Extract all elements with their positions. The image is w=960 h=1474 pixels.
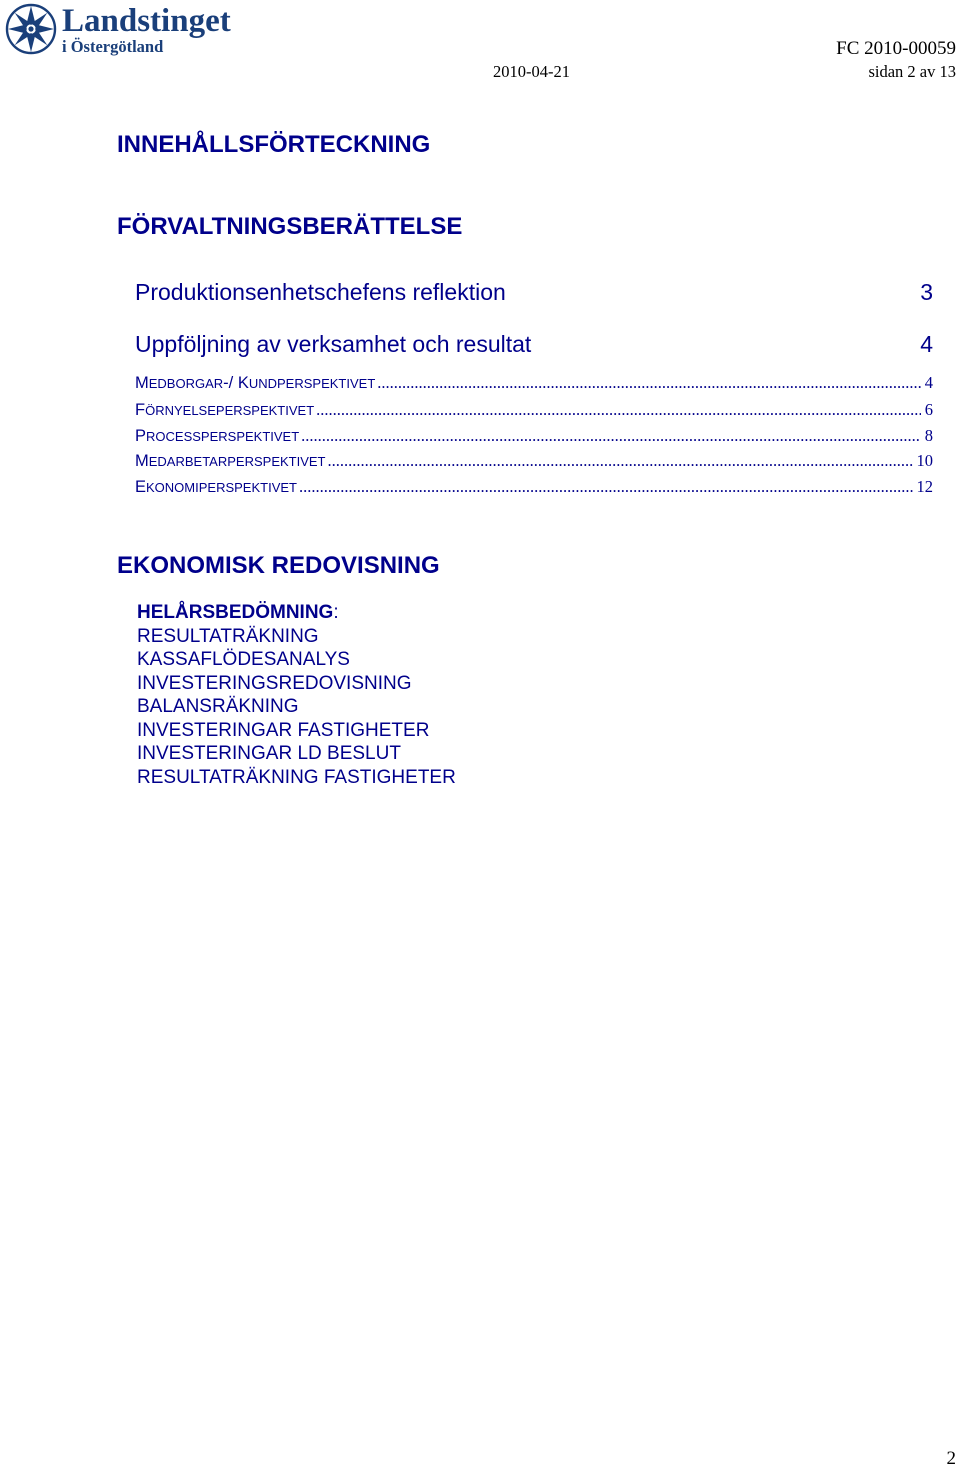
toc-subentry-label: MEDBORGAR-/ KUNDPERSPEKTIVET	[135, 374, 376, 392]
toc-subentry[interactable]	[135, 371, 933, 395]
page-info: sidan 2 av 13	[868, 62, 956, 81]
section-title-ekonomisk-redovisning: EKONOMISK REDOVISNING	[117, 552, 440, 579]
toc-entry-page: 3	[920, 279, 933, 305]
list-item: BALANSRÄKNING	[137, 696, 299, 717]
dot-leader	[299, 475, 913, 499]
list-item: INVESTERINGAR FASTIGHETER	[137, 719, 430, 741]
toc-subentry-page: 6	[924, 400, 933, 419]
organization-logo	[4, 2, 244, 58]
toc-title: INNEHÅLLSFÖRTECKNING	[117, 131, 431, 158]
toc-subentry-label: PROCESSPERSPEKTIVET	[135, 427, 300, 445]
dot-leader	[316, 398, 921, 422]
list-heading: HELÅRSBEDÖMNING:	[137, 602, 339, 623]
toc-subentry-page: 12	[916, 477, 933, 496]
dot-leader	[301, 424, 921, 448]
toc-subentry-page: 8	[924, 426, 933, 445]
toc-subentry-page: 4	[924, 373, 933, 392]
toc-subentry-label: FÖRNYELSEPERSPEKTIVET	[135, 401, 315, 419]
list-item: RESULTATRÄKNING	[137, 625, 319, 647]
toc-subentry-label: MEDARBETARPERSPEKTIVET	[135, 452, 326, 470]
logo-region-text: i Östergötland	[62, 37, 164, 56]
logo-name-text: Landstinget	[62, 3, 231, 39]
list-item: RESULTATRÄKNING FASTIGHETER	[137, 766, 456, 788]
toc-subentry[interactable]	[135, 475, 933, 499]
toc-entry-label: Uppföljning av verksamhet och resultat	[135, 331, 532, 357]
toc-subentry[interactable]	[135, 449, 933, 473]
dot-leader	[328, 449, 913, 473]
toc-entry-page: 4	[920, 331, 933, 357]
dot-leader	[377, 371, 920, 395]
toc-entry[interactable]	[135, 278, 933, 306]
document-date: 2010-04-21	[493, 62, 570, 81]
toc-subentry-page: 10	[916, 451, 933, 470]
list-item: INVESTERINGAR LD BESLUT	[137, 743, 401, 764]
footer-page-number: 2	[946, 1448, 956, 1469]
ekonomisk-redovisning-list	[137, 601, 456, 789]
flower-emblem-icon	[4, 2, 58, 56]
toc-subentry-label: EKONOMIPERSPEKTIVET	[135, 478, 297, 496]
toc-subentry[interactable]	[135, 398, 933, 422]
toc-entry[interactable]	[135, 330, 933, 358]
list-item: INVESTERINGSREDOVISNING	[137, 672, 412, 694]
toc-subentry[interactable]	[135, 424, 933, 448]
document-id: FC 2010-00059	[836, 38, 956, 59]
section-title-forvaltningsberattelse: FÖRVALTNINGSBERÄTTELSE	[117, 213, 463, 240]
toc-entry-label: Produktionsenhetschefens reflektion	[135, 279, 506, 305]
list-item: KASSAFLÖDESANALYS	[137, 649, 350, 670]
